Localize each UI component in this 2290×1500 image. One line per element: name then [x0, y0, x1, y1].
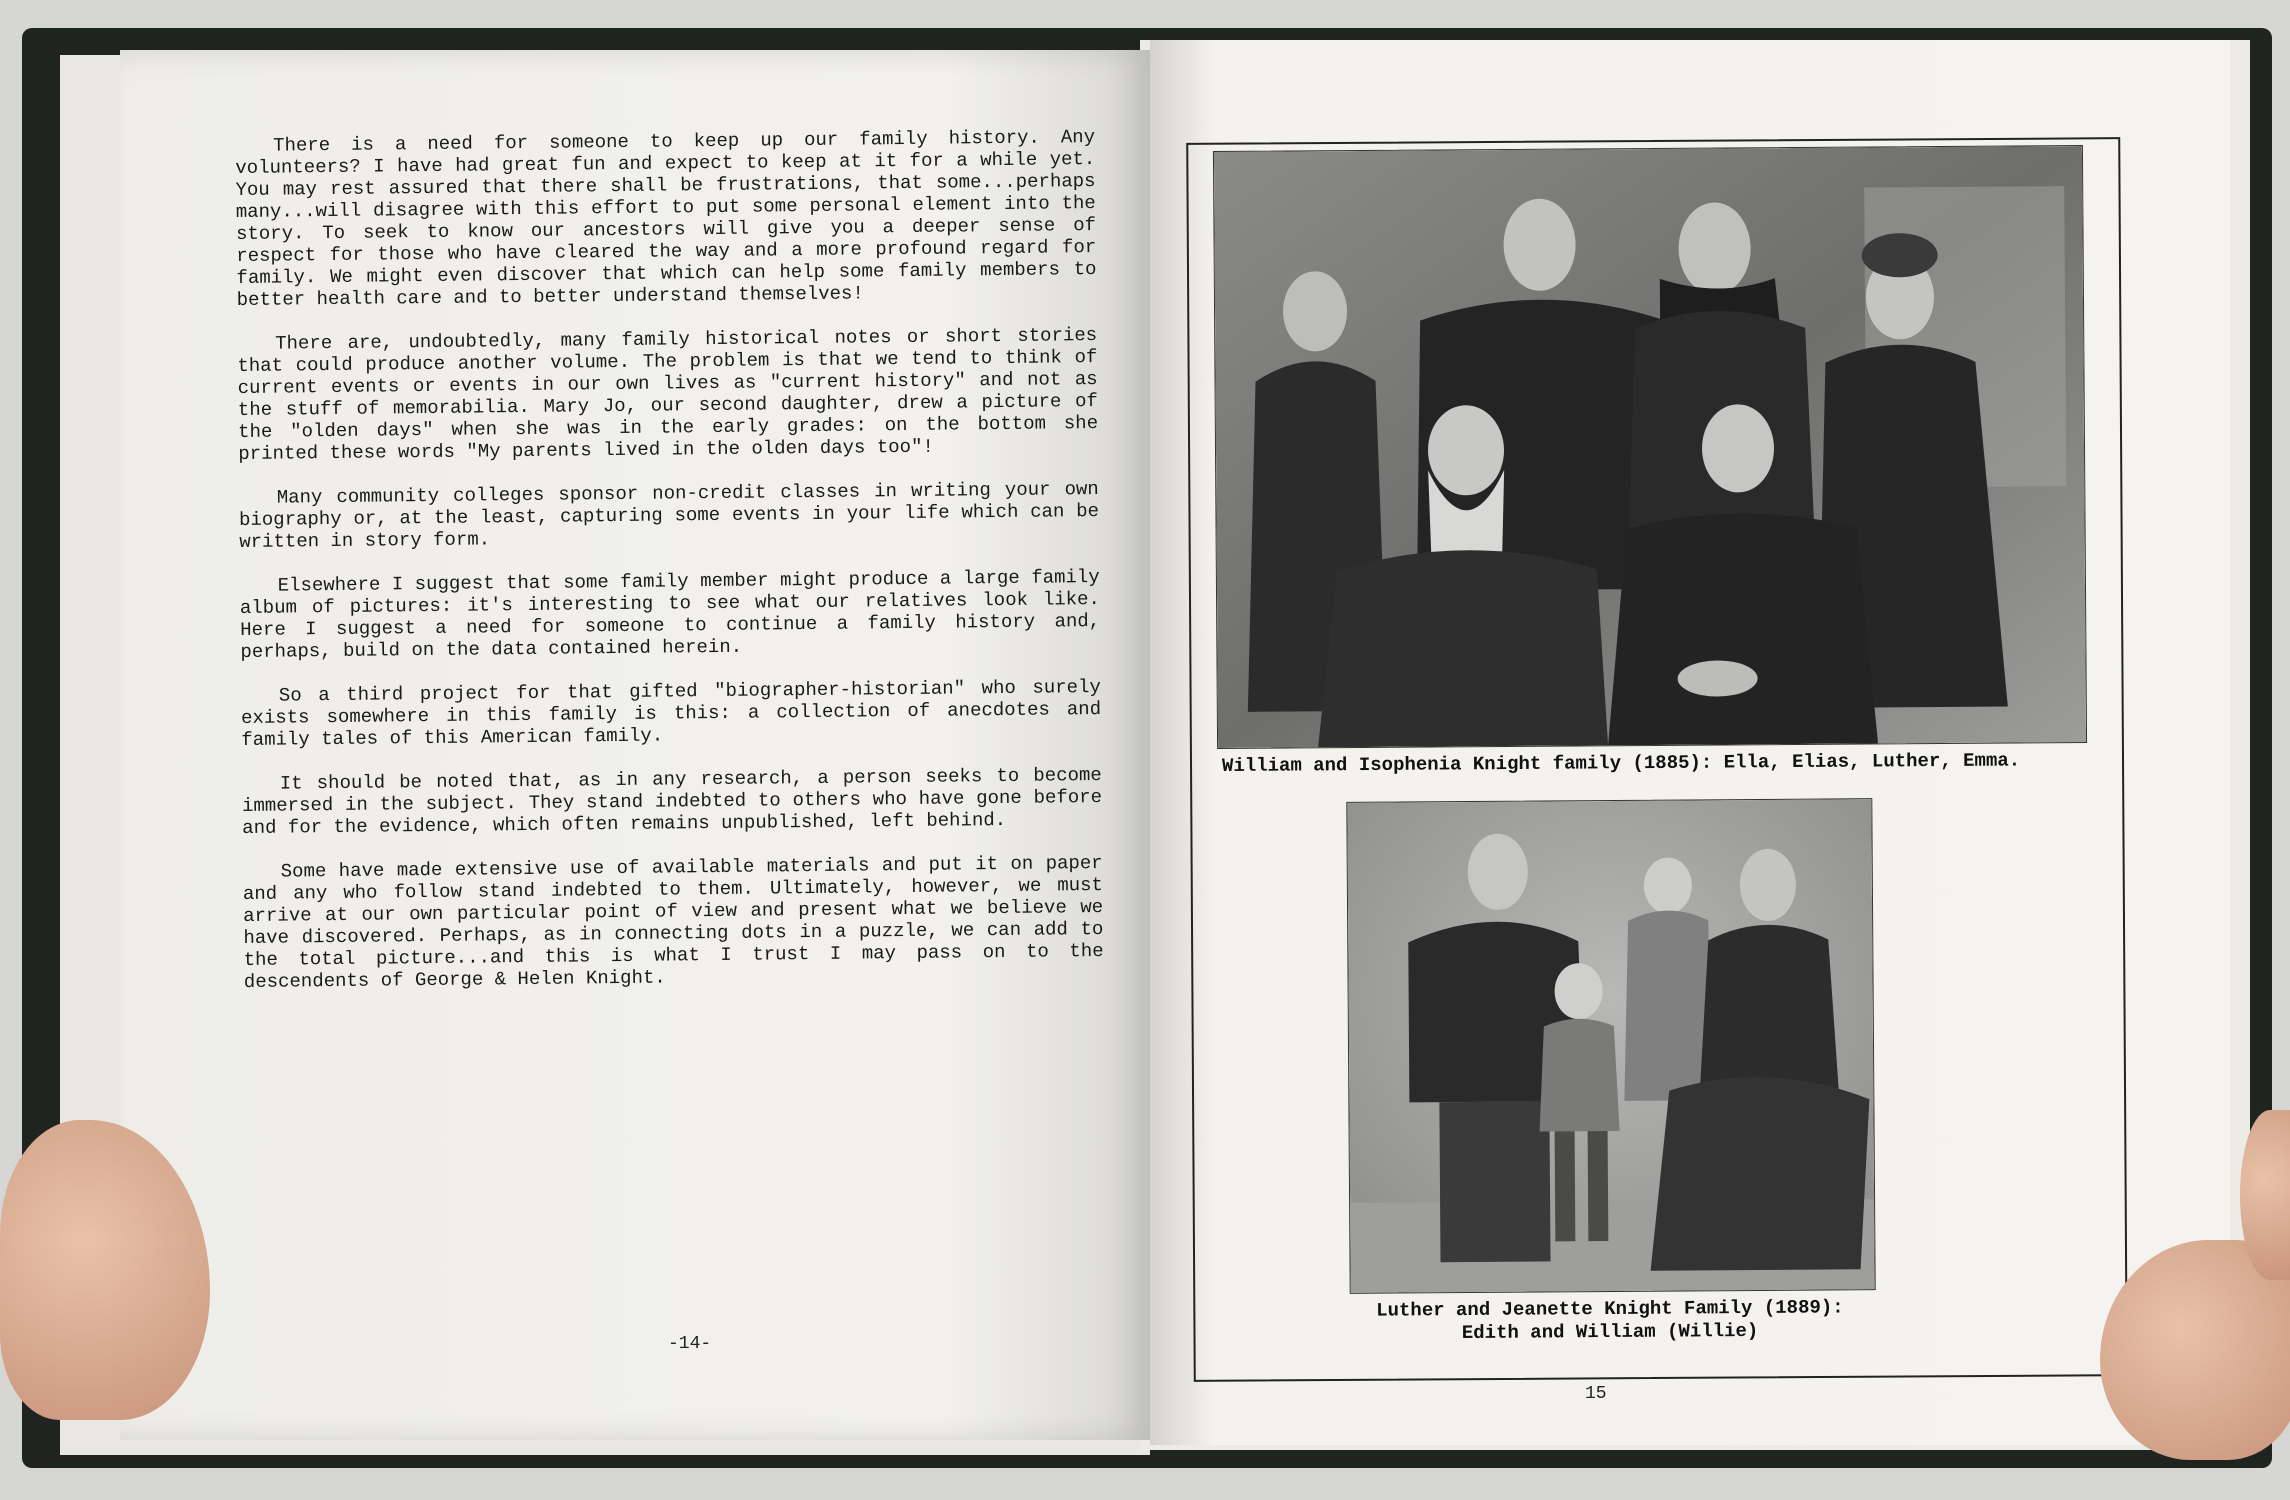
paragraph: There are, undoubtedly, many family historical notes or short stories that could produce another volume. The problem is that we tend to think of current events or events in our own lives as "current history" and not as the stuff of memorabilia. Mary Jo, our second daughter, drew a picture of the "olden days" when she was in the early grades: on the bottom she printed these words "My parents lived in the olden days too"!: [237, 323, 1099, 465]
family-photo-1889: [1346, 798, 1875, 1294]
paragraph: Elsewhere I suggest that some family member might produce a large family album of pictures: it's interesting to see what our relatives look like. Here I suggest a need for someone to continue a family history and, perhaps, build on the data contained herein.: [239, 565, 1101, 663]
caption-top: William and Isophenia Knight family (1885): Ella, Elias, Luther, Emma.: [1221, 749, 2021, 778]
family-photo-1885: [1213, 145, 2087, 749]
caption-bottom-line2: Edith and William (Willie): [1461, 1319, 1759, 1345]
family-photo-1889-image: [1347, 799, 1874, 1293]
caption-bottom: [1330, 1296, 1890, 1346]
caption-bottom-line1: Luther and Jeanette Knight Family (1889):: [1376, 1296, 1844, 1322]
paragraph: So a third project for that gifted "biographer-historian" who surely exists somewhere in this family is this: a collection of anecdotes and family tales of this American family.: [240, 675, 1102, 751]
right-page-number: 15: [1585, 1384, 1607, 1404]
paragraph: Some have made extensive use of available materials and put it on paper and any who follow stand indebted to them. Ultimately, however, we must arrive at our own particular point of view and present what we believe we have discovered. Perhaps, as in connecting dots in a puzzle, we can add to the total picture...and this is what I trust I may pass on to the descendents of George & Helen Knight.: [242, 851, 1104, 993]
left-page-text: [235, 126, 1104, 1015]
paragraph: It should be noted that, as in any research, a person seeks to become immersed in the subject. They stand indebted to others who have gone before and for the evidence, which often remains unpublished, left behind.: [241, 763, 1103, 839]
paragraph: There is a need for someone to keep up our family history. Any volunteers? I have had great fun and expect to keep at it for a while yet. You may rest assured that there shall be frustrations, that some...perhaps many...will disagree with this effort to put some personal element into the story. To seek to know our ancestors will give you a deeper sense of respect for those who have cleared the way and a more profound regard for family. We might even discover that which can help some family members to better health care and to better understand themselves!: [235, 125, 1097, 311]
left-page-number: -14-: [668, 1334, 712, 1354]
paragraph: Many community colleges sponsor non-credit classes in writing your own biography or, at the least, capturing some events in your life which can be written in story form.: [238, 477, 1100, 553]
family-photo-1885-image: [1214, 146, 2086, 748]
